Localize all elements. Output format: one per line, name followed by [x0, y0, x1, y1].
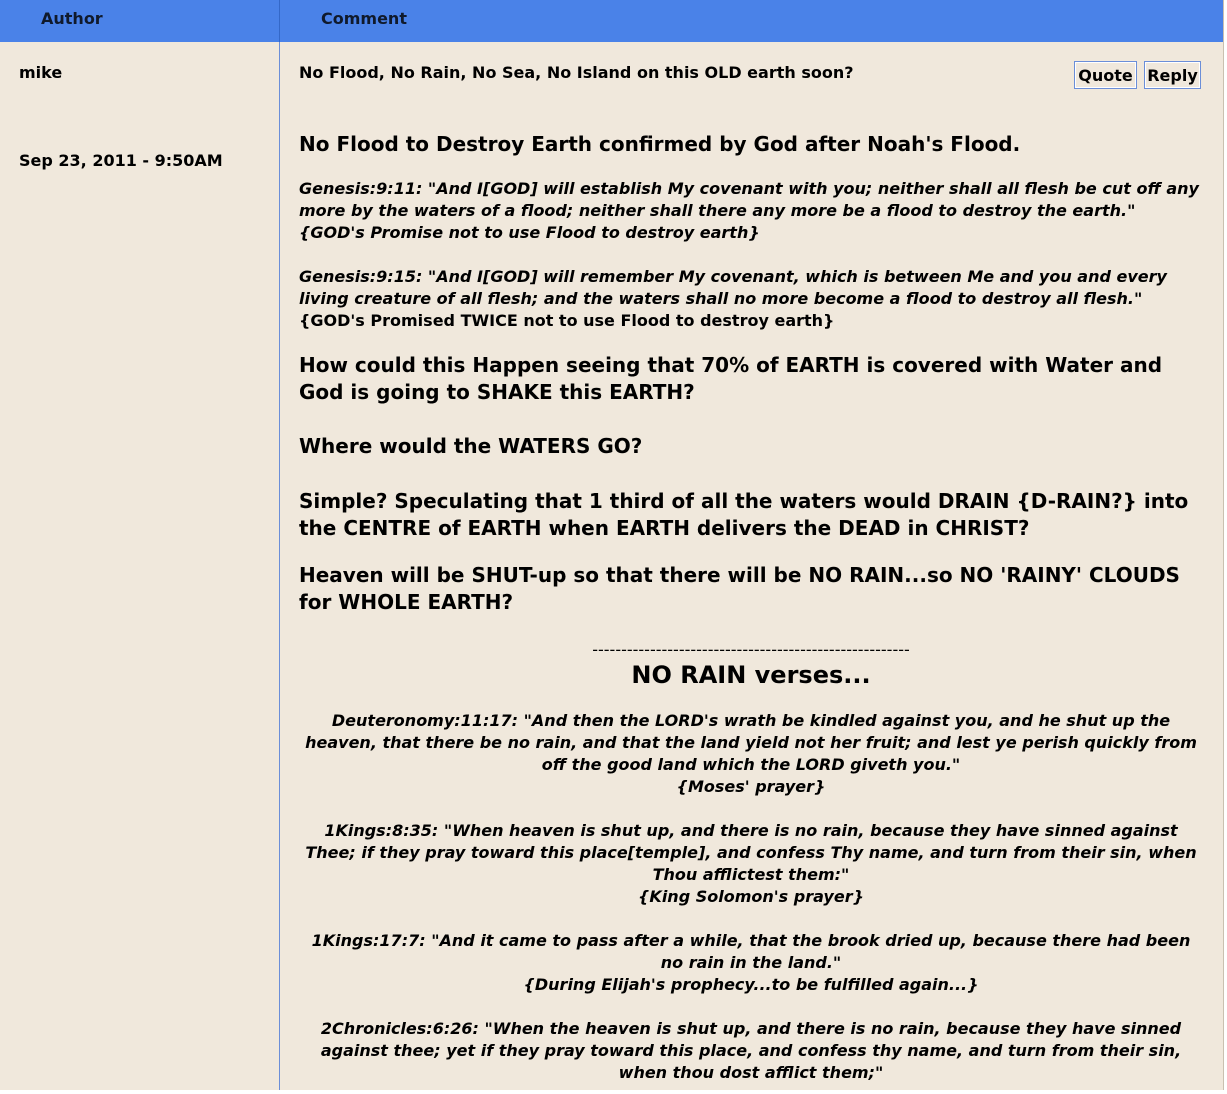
- verse-1kings-8-35: 1Kings:8:35: "When heaven is shut up, and there is no rain, because they have sinned against Thee; if they pray toward this place[temple], and confess Thy name, and turn from their sin, when Thou afflictest them:": [305, 821, 1197, 884]
- verse-2chronicles-6-26: 2Chronicles:6:26: "When the heaven is shut up, and there is no rain, because they have sinned against thee; yet if they pray toward this place, and confess thy name, and turn from their sin, when thou dost afflict them;": [320, 1019, 1182, 1082]
- paragraph-question: Heaven will be SHUT-up so that there will be NO RAIN...so NO 'RAINY' CLOUDS for WHOLE EARTH?: [299, 563, 1180, 614]
- quote-button[interactable]: Quote: [1074, 61, 1137, 89]
- post-author[interactable]: mike: [19, 63, 63, 82]
- verse-genesis-9-11: Genesis:9:11: "And I[GOD] will establish My covenant with you; neither shall all flesh be cut off any more by the waters of a flood; neither shall there any more be a flood to destroy the earth.": [299, 179, 1199, 220]
- post-timestamp: Sep 23, 2011 - 9:50AM: [19, 151, 223, 170]
- paragraph-question: Simple? Speculating that 1 third of all the waters would DRAIN {D-RAIN?} into the CENTRE of EARTH when EARTH delivers the DEAD in CHRIST?: [299, 489, 1189, 540]
- post-subject: No Flood, No Rain, No Sea, No Island on this OLD earth soon?: [299, 63, 854, 82]
- verse-note: {GOD's Promise not to use Flood to destroy earth}: [299, 223, 760, 242]
- verse-note: {Moses' prayer}: [676, 777, 826, 796]
- post-heading: No Flood to Destroy Earth confirmed by God after Noah's Flood.: [299, 132, 1021, 156]
- verse-1kings-17-7: 1Kings:17:7: "And it came to pass after a while, that the brook dried up, because there had been no rain in the land.": [311, 931, 1191, 972]
- paragraph-question: How could this Happen seeing that 70% of EARTH is covered with Water and God is going to SHAKE this EARTH?: [299, 353, 1163, 404]
- paragraph-question: Where would the WATERS GO?: [299, 434, 643, 458]
- table-header: [0, 0, 1223, 42]
- verse-deuteronomy-11-17: Deuteronomy:11:17: "And then the LORD's wrath be kindled against you, and he shut up the heaven, that there be no rain, and that the land yield not her fruit; and lest ye perish quickly from off the good land which the LORD giveth you.": [305, 711, 1197, 774]
- post-body: [299, 131, 1203, 1084]
- separator-line: -------------------------------------------------------: [592, 640, 910, 659]
- verse-note: {GOD's Promised TWICE not to use Flood to destroy earth}: [299, 311, 835, 330]
- column-divider: [279, 42, 280, 1090]
- verse-genesis-9-15: Genesis:9:15: "And I[GOD] will remember My covenant, which is between Me and you and every living creature of all flesh; and the waters shall no more become a flood to destroy all flesh.": [299, 267, 1167, 308]
- verse-note: {During Elijah's prophecy...to be fulfilled again...}: [523, 975, 979, 994]
- header-divider: [279, 0, 280, 42]
- reply-button[interactable]: Reply: [1144, 61, 1201, 89]
- no-rain-heading: NO RAIN verses...: [631, 661, 871, 689]
- comment-column-header: Comment: [321, 9, 407, 28]
- verse-note: {King Solomon's prayer}: [638, 887, 864, 906]
- author-column-header: Author: [41, 9, 103, 28]
